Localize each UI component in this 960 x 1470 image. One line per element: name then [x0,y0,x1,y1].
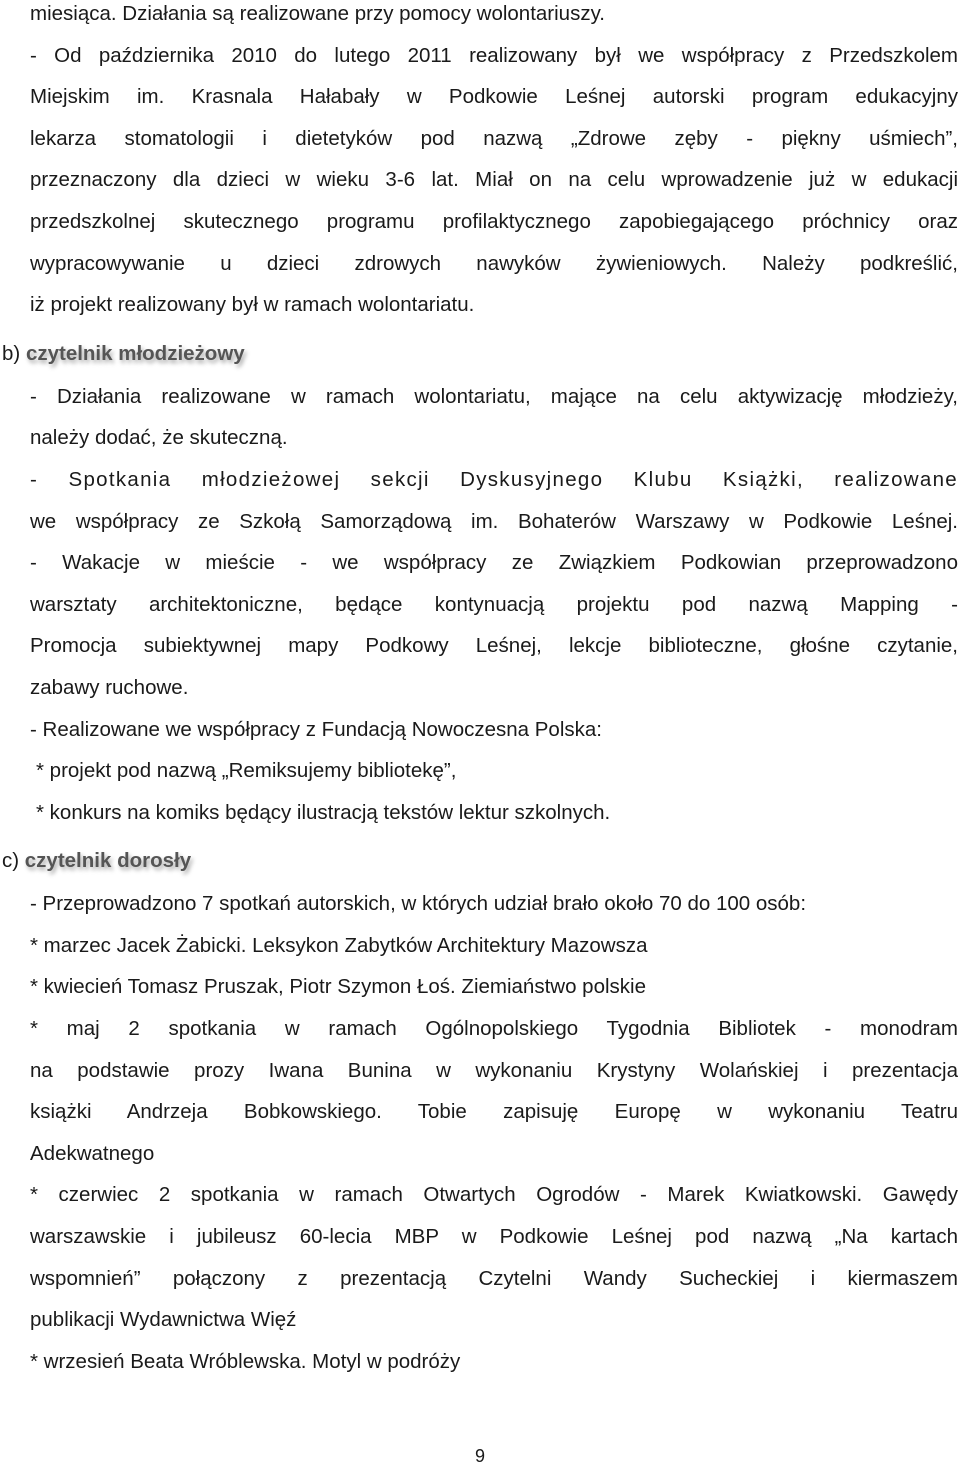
paragraph-line: publikacji Wydawnictwa Więź [30,1308,297,1332]
paragraph-line: książki Andrzeja Bobkowskiego. Tobie zapisuję Europę w wykonaniu Teatru [30,1100,958,1124]
paragraph-line: na podstawie prozy Iwana Bunina w wykonaniu Krystyny Wolańskiej i prezentacja [30,1058,958,1082]
paragraph-line: wspomnień” połączony z prezentacją Czytelni Wandy Sucheckiej i kiermaszem [30,1266,958,1290]
document-page [2,0,958,1382]
paragraph-line: przedszkolnej skutecznego programu profilaktycznego zapobiegającego próchnicy oraz [30,209,958,233]
section-heading-adult [2,839,930,883]
list-item: * kwiecień Tomasz Pruszak, Piotr Szymon Łoś. Ziemiaństwo polskie [30,975,646,999]
paragraph-line: - Przeprowadzono 7 spotkań autorskich, w których udział brało około 70 do 100 osób: [30,892,807,916]
paragraph-line: - Spotkania młodzieżowej sekcji Dyskusyjnego Klubu Książki, realizowane [30,467,958,491]
section-letter: c) [2,849,20,873]
section-title: czytelnik młodzieżowy [25,341,245,365]
section-letter: b) [2,341,21,365]
section-title: czytelnik dorosły [24,849,192,873]
paragraph-line: przeznaczony dla dzieci w wieku 3-6 lat. Miał on na celu wprowadzenie już w edukacji [30,168,958,192]
paragraph-line: warszawskie i jubileusz 60-lecia MBP w Podkowie Leśnej pod nazwą „Na kartach [30,1225,958,1249]
page-number: 9 [474,1446,485,1466]
list-item: * maj 2 spotkania w ramach Ogólnopolskiego Tygodnia Bibliotek - monodram [30,1017,958,1041]
paragraph-line: - Od października 2010 do lutego 2011 realizowany był we współpracy z Przedszkolem [30,43,958,67]
list-item: * konkurs na komiks będący ilustracją tekstów lektur szkolnych. [36,800,611,824]
paragraph-line: warsztaty architektoniczne, będące kontynuacją projektu pod nazwą Mapping - [30,592,958,616]
paragraph-line: - Wakacje w mieście - we współpracy ze Związkiem Podkowian przeprowadzono [30,551,958,575]
paragraph-line: należy dodać, że skuteczną. [30,426,288,450]
paragraph-line: Promocja subiektywnej mapy Podkowy Leśnej, lekcje biblioteczne, głośne czytanie, [30,634,958,658]
list-item: * czerwiec 2 spotkania w ramach Otwartych Ogrodów - Marek Kwiatkowski. Gawędy [30,1183,958,1207]
paragraph-line: Miejskim im. Krasnala Hałabały w Podkowie Leśnej autorski program edukacyjny [30,85,958,109]
list-item: * projekt pod nazwą „Remiksujemy bibliotekę”, [36,759,457,783]
paragraph-line: Adekwatnego [30,1141,155,1165]
list-item: * wrzesień Beata Wróblewska. Motyl w podróży [30,1349,461,1373]
paragraph-line: iż projekt realizowany był w ramach wolontariatu. [30,293,475,317]
section-heading-youth [2,332,930,376]
paragraph-line: miesiąca. Działania są realizowane przy pomocy wolontariuszy. [30,2,606,25]
paragraph-line: - Działania realizowane w ramach wolontariatu, mające na celu aktywizację młodzieży, [30,384,958,408]
paragraph-line: - Realizowane we współpracy z Fundacją Nowoczesna Polska: [30,717,602,741]
list-item: * marzec Jacek Żabicki. Leksykon Zabytków Architektury Mazowsza [30,933,648,957]
paragraph-line: lekarza stomatologii i dietetyków pod nazwą „Zdrowe zęby - piękny uśmiech”, [30,126,958,150]
paragraph-line: zabawy ruchowe. [30,675,189,699]
paragraph-line: wypracowywanie u dzieci zdrowych nawyków żywieniowych. Należy podkreślić, [30,251,958,275]
paragraph-line: we współpracy ze Szkołą Samorządową im. Bohaterów Warszawy w Podkowie Leśnej. [30,509,958,533]
